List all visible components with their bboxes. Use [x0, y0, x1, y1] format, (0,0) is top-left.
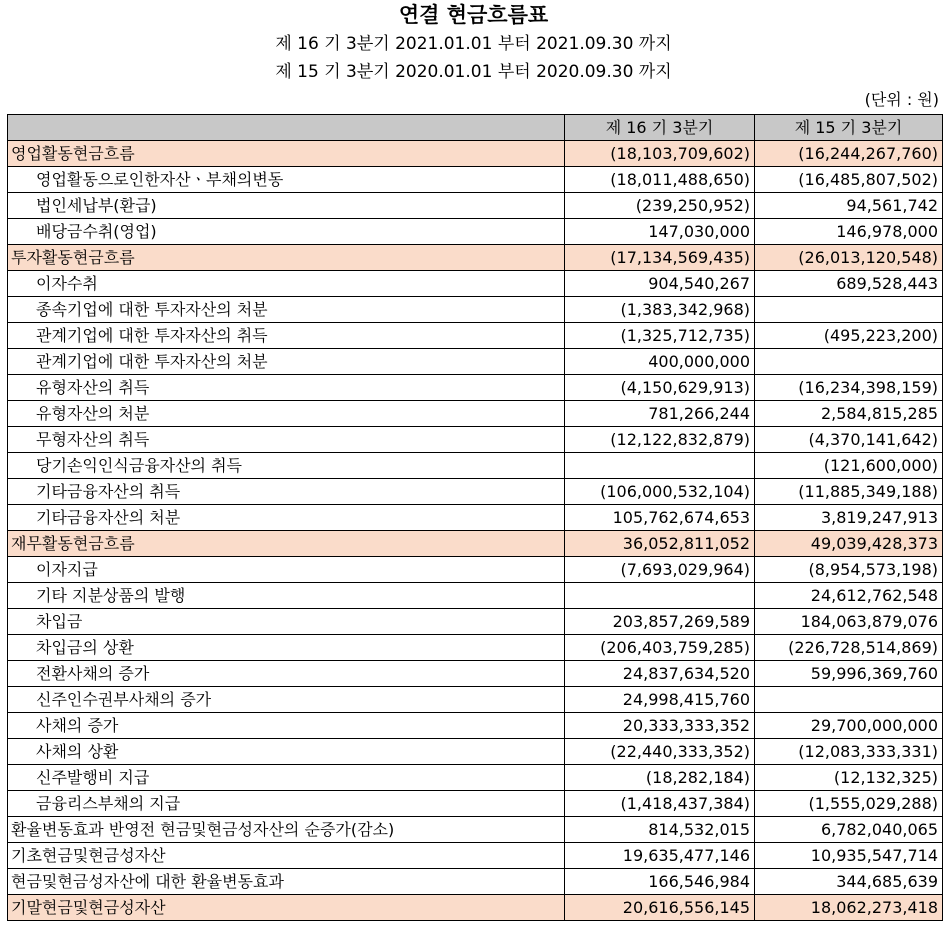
- table-row: [8, 297, 943, 323]
- row-label: 신주인수권부사채의 증가: [8, 687, 565, 713]
- row-label: 유형자산의 취득: [8, 375, 565, 401]
- table-row: [8, 427, 943, 453]
- row-value-prior: [755, 687, 943, 713]
- row-value-prior: (121,600,000): [755, 453, 943, 479]
- row-label: 당기손익인식금융자산의 취득: [8, 453, 565, 479]
- table-row: [8, 349, 943, 375]
- table-row: [8, 687, 943, 713]
- row-value-current: 166,546,984: [565, 869, 755, 895]
- row-value-current: (1,325,712,735): [565, 323, 755, 349]
- row-value-current: 904,540,267: [565, 271, 755, 297]
- row-value-prior: 689,528,443: [755, 271, 943, 297]
- table-row: [8, 635, 943, 661]
- row-value-prior: 146,978,000: [755, 219, 943, 245]
- row-value-prior: 184,063,879,076: [755, 609, 943, 635]
- row-label: 종속기업에 대한 투자자산의 처분: [8, 297, 565, 323]
- row-label: 기타금융자산의 처분: [8, 505, 565, 531]
- row-value-current: 105,762,674,653: [565, 505, 755, 531]
- row-label: 기초현금및현금성자산: [8, 843, 565, 869]
- table-row: [8, 609, 943, 635]
- row-label: 사채의 증가: [8, 713, 565, 739]
- row-value-prior: 29,700,000,000: [755, 713, 943, 739]
- row-value-current: 400,000,000: [565, 349, 755, 375]
- unit-label: (단위 : 원): [864, 90, 939, 109]
- table-row: [8, 843, 943, 869]
- period-current: 제 16 기 3분기 2021.01.01 부터 2021.09.30 까지: [275, 34, 672, 54]
- row-value-prior: 344,685,639: [755, 869, 943, 895]
- row-value-current: (206,403,759,285): [565, 635, 755, 661]
- row-value-current: (1,383,342,968): [565, 297, 755, 323]
- cash-flow-table: [7, 114, 943, 921]
- row-value-prior: 24,612,762,548: [755, 583, 943, 609]
- row-value-current: 36,052,811,052: [565, 531, 755, 557]
- row-value-prior: (12,083,333,331): [755, 739, 943, 765]
- row-value-current: 20,616,556,145: [565, 895, 755, 921]
- row-value-prior: 49,039,428,373: [755, 531, 943, 557]
- row-label: 투자활동현금흐름: [8, 245, 565, 271]
- header-label-column: [8, 115, 565, 141]
- row-value-current: 24,837,634,520: [565, 661, 755, 687]
- row-label: 관계기업에 대한 투자자산의 처분: [8, 349, 565, 375]
- row-value-prior: [755, 297, 943, 323]
- table-row: [8, 479, 943, 505]
- row-value-prior: 94,561,742: [755, 193, 943, 219]
- row-label: 차입금: [8, 609, 565, 635]
- row-value-current: (18,282,184): [565, 765, 755, 791]
- table-row: [8, 557, 943, 583]
- row-value-prior: (1,555,029,288): [755, 791, 943, 817]
- table-row: [8, 661, 943, 687]
- table-row: [8, 583, 943, 609]
- row-value-current: (22,440,333,352): [565, 739, 755, 765]
- header-current-period: 제 16 기 3분기: [565, 115, 755, 141]
- row-value-current: (239,250,952): [565, 193, 755, 219]
- row-value-prior: (11,885,349,188): [755, 479, 943, 505]
- section-row: [8, 531, 943, 557]
- row-value-prior: 59,996,369,760: [755, 661, 943, 687]
- row-value-current: (4,150,629,913): [565, 375, 755, 401]
- section-row: [8, 245, 943, 271]
- row-value-prior: 2,584,815,285: [755, 401, 943, 427]
- row-label: 무형자산의 취득: [8, 427, 565, 453]
- header-prior-period: 제 15 기 3분기: [755, 115, 943, 141]
- row-value-prior: (4,370,141,642): [755, 427, 943, 453]
- row-value-current: 147,030,000: [565, 219, 755, 245]
- period-prior: 제 15 기 3분기 2020.01.01 부터 2020.09.30 까지: [275, 62, 672, 82]
- row-value-current: (7,693,029,964): [565, 557, 755, 583]
- row-label: 영업활동으로인한자산ㆍ부채의변동: [8, 167, 565, 193]
- row-value-current: [565, 583, 755, 609]
- row-value-prior: (12,132,325): [755, 765, 943, 791]
- table-row: [8, 401, 943, 427]
- row-value-current: (12,122,832,879): [565, 427, 755, 453]
- table-row: [8, 505, 943, 531]
- table-row: [8, 765, 943, 791]
- row-value-prior: 10,935,547,714: [755, 843, 943, 869]
- table-row: [8, 271, 943, 297]
- row-value-prior: (16,244,267,760): [755, 141, 943, 167]
- row-label: 이자수취: [8, 271, 565, 297]
- row-label: 배당금수취(영업): [8, 219, 565, 245]
- section-row: [8, 895, 943, 921]
- row-label: 영업활동현금흐름: [8, 141, 565, 167]
- row-label: 기타금융자산의 취득: [8, 479, 565, 505]
- row-label: 유형자산의 처분: [8, 401, 565, 427]
- section-row: [8, 141, 943, 167]
- row-label: 기말현금및현금성자산: [8, 895, 565, 921]
- row-value-current: (1,418,437,384): [565, 791, 755, 817]
- row-label: 법인세납부(환급): [8, 193, 565, 219]
- row-value-current: (17,134,569,435): [565, 245, 755, 271]
- row-label: 전환사채의 증가: [8, 661, 565, 687]
- row-value-current: (106,000,532,104): [565, 479, 755, 505]
- row-value-prior: (26,013,120,548): [755, 245, 943, 271]
- row-value-current: (18,011,488,650): [565, 167, 755, 193]
- table-row: [8, 375, 943, 401]
- row-label: 사채의 상환: [8, 739, 565, 765]
- table-row: [8, 453, 943, 479]
- row-value-prior: 3,819,247,913: [755, 505, 943, 531]
- row-value-prior: (16,485,807,502): [755, 167, 943, 193]
- row-label: 현금및현금성자산에 대한 환율변동효과: [8, 869, 565, 895]
- row-value-current: 814,532,015: [565, 817, 755, 843]
- row-label: 기타 지분상품의 발행: [8, 583, 565, 609]
- row-value-current: 19,635,477,146: [565, 843, 755, 869]
- row-value-prior: [755, 349, 943, 375]
- row-value-current: [565, 453, 755, 479]
- statement-title: 연결 현금흐름표: [398, 2, 549, 27]
- table-row: [8, 791, 943, 817]
- row-label: 이자지급: [8, 557, 565, 583]
- table-row: [8, 739, 943, 765]
- table-row: [8, 713, 943, 739]
- row-value-current: (18,103,709,602): [565, 141, 755, 167]
- row-value-prior: (8,954,573,198): [755, 557, 943, 583]
- table-row: [8, 193, 943, 219]
- table-row: [8, 219, 943, 245]
- row-value-current: 203,857,269,589: [565, 609, 755, 635]
- table-row: [8, 817, 943, 843]
- row-value-prior: 6,782,040,065: [755, 817, 943, 843]
- row-label: 차입금의 상환: [8, 635, 565, 661]
- row-value-current: 24,998,415,760: [565, 687, 755, 713]
- row-label: 환율변동효과 반영전 현금및현금성자산의 순증가(감소): [8, 817, 565, 843]
- row-label: 관계기업에 대한 투자자산의 취득: [8, 323, 565, 349]
- row-label: 신주발행비 지급: [8, 765, 565, 791]
- row-value-prior: (226,728,514,869): [755, 635, 943, 661]
- row-value-current: 20,333,333,352: [565, 713, 755, 739]
- row-label: 금융리스부채의 지급: [8, 791, 565, 817]
- table-row: [8, 167, 943, 193]
- row-value-prior: (16,234,398,159): [755, 375, 943, 401]
- row-value-current: 781,266,244: [565, 401, 755, 427]
- table-row: [8, 869, 943, 895]
- table-row: [8, 323, 943, 349]
- row-value-prior: (495,223,200): [755, 323, 943, 349]
- row-label: 재무활동현금흐름: [8, 531, 565, 557]
- row-value-prior: 18,062,273,418: [755, 895, 943, 921]
- table-header-row: [8, 115, 943, 141]
